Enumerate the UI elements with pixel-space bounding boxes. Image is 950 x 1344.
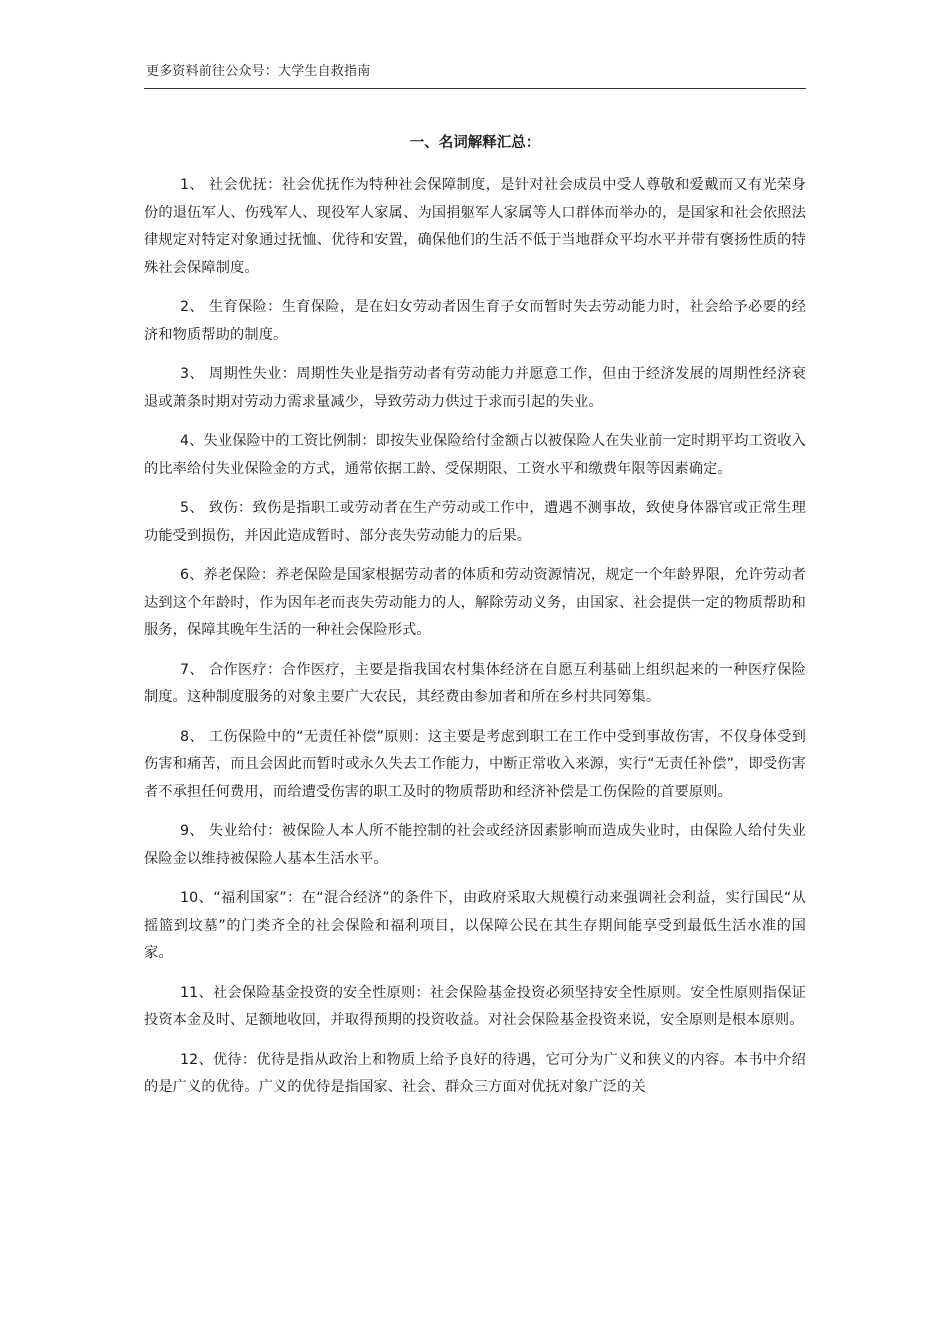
glossary-entry-3: 3、 周期性失业：周期性失业是指劳动者有劳动能力并愿意工作，但由于经济发展的周期性经济衰退或萧条时期对劳动力需求量减少，导致劳动力供过于求而引起的失业。 <box>144 366 806 410</box>
glossary-entry-7: 7、 合作医疗：合作医疗，主要是指我国农村集体经济在自愿互利基础上组织起来的一种医疗保险制度。这种制度服务的对象主要广大农民，其经费由参加者和所在乡村共同筹集。 <box>144 661 806 705</box>
header-divider <box>144 88 806 89</box>
glossary-entry-11: 11、社会保险基金投资的安全性原则：社会保险基金投资必须坚持安全性原则。安全性原则指保证投资本金及时、足额地收回，并取得预期的投资收益。对社会保险基金投资来说，安全原则是根本原则。 <box>144 984 806 1028</box>
glossary-entry-12: 12、优待：优待是指从政治上和物质上给予良好的待遇，它可分为广义和狭义的内容。本书中介绍的是广义的优待。广义的优待是指国家、社会、群众三方面对优抚对象广泛的关 <box>144 1051 806 1095</box>
page-header: 更多资料前往公众号：大学生自救指南 <box>146 64 371 79</box>
glossary-entry-8: 8、 工伤保险中的“无责任补偿”原则：这主要是考虑到职工在工作中受到事故伤害，不仅身体受到伤害和痛苦，而且会因此而暂时或永久失去工作能力，中断正常收入来源，实行“无责任补偿”，即受伤害者不承担任何费用，而给遭受伤害的职工及时的物质帮助和经济补偿是工伤保险的首要原则。 <box>144 728 806 800</box>
glossary-entry-2: 2、 生育保险：生育保险，是在妇女劳动者因生育子女而暂时失去劳动能力时，社会给予必要的经济和物质帮助的制度。 <box>144 299 806 343</box>
glossary-entry-6: 6、养老保险：养老保险是国家根据劳动者的体质和劳动资源情况，规定一个年龄界限，允许劳动者达到这个年龄时，作为因年老而丧失劳动能力的人，解除劳动义务，由国家、社会提供一定的物质帮助和服务，保障其晚年生活的一种社会保险形式。 <box>144 567 806 638</box>
section-title: 一、名词解释汇总： <box>409 135 541 151</box>
glossary-entry-1: 1、 社会优抚：社会优抚作为特种社会保障制度，是针对社会成员中受人尊敬和爱戴而又有光荣身份的退伍军人、伤残军人、现役军人家属、为国捐躯军人家属等人口群体而举办的，是国家和社会依照法律规定对特定对象通过抚恤、优待和安置，确保他们的生活不低于当地群众平均水平并带有褒扬性质的特殊社会保障制度。 <box>144 177 806 276</box>
glossary-entry-5: 5、 致伤：致伤是指职工或劳动者在生产劳动或工作中，遭遇不测事故，致使身体器官或正常生理功能受到损伤，并因此造成暂时、部分丧失劳动能力的后果。 <box>144 500 806 544</box>
glossary-entry-4: 4、失业保险中的工资比例制：即按失业保险给付金额占以被保险人在失业前一定时期平均工资收入的比率给付失业保险金的方式，通常依据工龄、受保期限、工资水平和缴费年限等因素确定。 <box>144 433 806 477</box>
glossary-entry-10: 10、“福利国家”：在“混合经济”的条件下，由政府采取大规模行动来强调社会利益，实行国民“从摇篮到坟墓”的门类齐全的社会保险和福利项目，以保障公民在其生存期间能享受到最低生活水准的国家。 <box>144 890 806 961</box>
glossary-entry-9: 9、 失业给付：被保险人本人所不能控制的社会或经济因素影响而造成失业时，由保险人给付失业保险金以维持被保险人基本生活水平。 <box>144 823 806 867</box>
glossary-list <box>144 172 806 1114</box>
